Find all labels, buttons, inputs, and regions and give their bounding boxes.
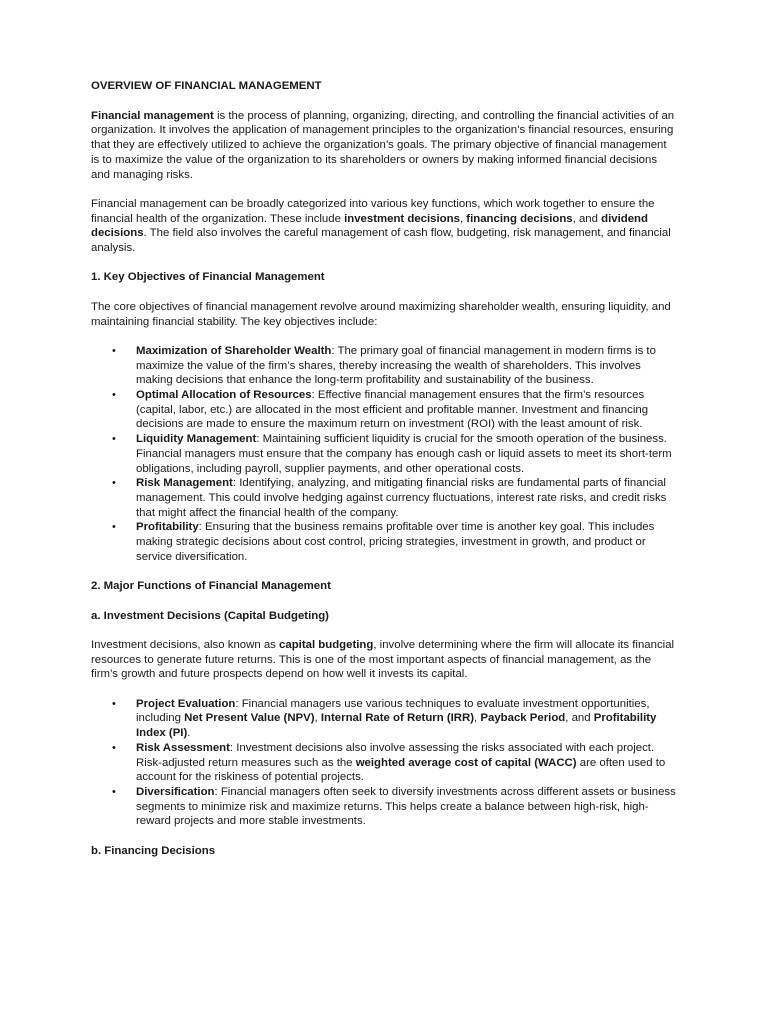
list-item-text: : The primary goal of financial management in modern firms is to maximize the value of the firm’s shares, thereby increasing the wealth of shareholders. This involves making decisions that enhance the long-term profitability and sustainability of the business.: [136, 344, 656, 387]
list-item-text: : Ensuring that the business remains profitable over time is another key goal. This includes making strategic decisions about cost control, pricing strategies, investment in growth, and product or service diversification.: [136, 521, 655, 563]
paragraph-text: is the process of planning, organizing, directing, and controlling the financial activities of an organization. It involves the application of management principles to the organization’s financial resources, ensuring that they are effectively utilized to achieve the organization’s goals. The primary objective of financial management is to maximize the value of the organization to its shareholders or owners by making informed financial decisions and managing risks.: [91, 109, 675, 181]
bold-term: financing decisions: [466, 212, 573, 225]
list-item-text: : Financial managers often seek to diversify investments across different assets or business segments to minimize risk and maximize returns. This helps create a balance between high-risk, high-reward projects and more stable investments.: [136, 785, 676, 828]
bullet-icon: •: [112, 433, 116, 446]
list-item: [91, 697, 677, 741]
list-item: [91, 520, 677, 564]
list-item-label: Liquidity Management: [136, 433, 257, 446]
paragraph-text: Financial management can be broadly categorized into various key functions, which work together to ensure the financial health of the organization. These include: [91, 197, 655, 225]
intro-paragraph-2: [91, 197, 677, 256]
list-item-text: : Maintaining sufficient liquidity is crucial for the smooth operation of the business. Financial managers must ensure that the company has enough cash or liquid assets to meet its short-term obligations, including payroll, supplier payments, and other operational costs.: [136, 433, 672, 475]
bold-term: Internal Rate of Return (IRR): [320, 712, 475, 725]
bold-term: Profitability Index (PI): [136, 712, 657, 740]
list-item-label: Risk Assessment: [136, 741, 230, 754]
bullet-icon: •: [112, 785, 116, 798]
document-body: [91, 79, 677, 873]
bold-term: Payback Period: [480, 712, 566, 725]
bold-term: capital budgeting: [279, 638, 374, 651]
bullet-icon: •: [112, 389, 116, 401]
subsection-a-intro: [91, 638, 677, 682]
paragraph-text: , and: [572, 212, 602, 225]
section-2-heading: 2. Major Functions of Financial Management: [91, 580, 331, 593]
section-1-intro: The core objectives of financial management revolve around maximizing shareholder wealth, ensuring liquidity, and maintaining financial stability. The key objectives include:: [91, 300, 671, 328]
bullet-icon: •: [112, 344, 116, 357]
list-item-text: : Financial managers use various techniques to evaluate investment opportunities, including: [136, 697, 650, 725]
bullet-icon: •: [112, 697, 116, 710]
subsection-b-heading: b. Financing Decisions: [91, 844, 216, 857]
paragraph-text: ,: [459, 212, 467, 225]
bullet-icon: •: [112, 477, 116, 490]
list-item-label: Maximization of Shareholder Wealth: [136, 344, 332, 357]
list-item: [91, 741, 677, 785]
list-item-label: Project Evaluation: [136, 697, 236, 710]
bold-term: weighted average cost of capital (WACC): [355, 756, 577, 769]
list-item: [91, 785, 677, 829]
list-item: [91, 432, 677, 476]
list-item-text: ,: [314, 712, 321, 725]
list-item-text: : Investment decisions also involve assessing the risks associated with each project. Risk-adjusted return measures such as the: [136, 741, 655, 769]
subsection-a-heading: a. Investment Decisions (Capital Budgeting): [91, 609, 329, 622]
bold-term: Financial management: [91, 109, 214, 122]
list-item-label: Optimal Allocation of Resources: [136, 389, 312, 401]
bullet-icon: •: [112, 521, 116, 534]
intro-paragraph-1: [91, 109, 677, 183]
investment-list: [91, 697, 677, 829]
list-item-text: ,: [474, 712, 481, 725]
list-item: [91, 344, 677, 388]
list-item-text: : Effective financial management ensures that the firm’s resources (capital, labor, etc.) are allocated in the most efficient and profitable manner. Investment and financing decisions are made to ensure the maximum return on investment (ROI) with the least amount of risk.: [136, 389, 649, 431]
list-item-text: .: [187, 727, 191, 740]
list-item: [91, 388, 677, 432]
bold-term: investment decisions: [344, 212, 460, 225]
bold-term: Net Present Value (NPV): [184, 712, 315, 725]
list-item: [91, 476, 677, 520]
list-item-text: are often used to account for the riskiness of potential projects.: [136, 756, 666, 784]
paragraph-text: , involve determining where the firm will allocate its financial resources to generate future returns. This is one of the most important aspects of financial management, as the firm’s growth and future prospects depend on how well it invests its capital.: [91, 638, 675, 681]
objectives-list: [91, 344, 677, 565]
list-item-label: Profitability: [136, 521, 199, 534]
section-1-heading: 1. Key Objectives of Financial Management: [91, 271, 325, 284]
list-item-text: : Identifying, analyzing, and mitigating financial risks are fundamental parts of financial management. This could involve hedging against currency fluctuations, interest rate risks, and credit risks that might affect the financial health of the company.: [136, 477, 667, 519]
list-item-label: Diversification: [136, 785, 215, 798]
list-item-label: Risk Management: [136, 477, 233, 490]
paragraph-text: . The field also involves the careful management of cash flow, budgeting, risk management, and financial analysis.: [91, 227, 671, 255]
list-item-text: , and: [565, 712, 594, 725]
document-title: OVERVIEW OF FINANCIAL MANAGEMENT: [91, 80, 322, 92]
paragraph-text: Investment decisions, also known as: [91, 638, 280, 651]
bold-term: dividend decisions: [91, 212, 648, 240]
bullet-icon: •: [112, 741, 116, 754]
